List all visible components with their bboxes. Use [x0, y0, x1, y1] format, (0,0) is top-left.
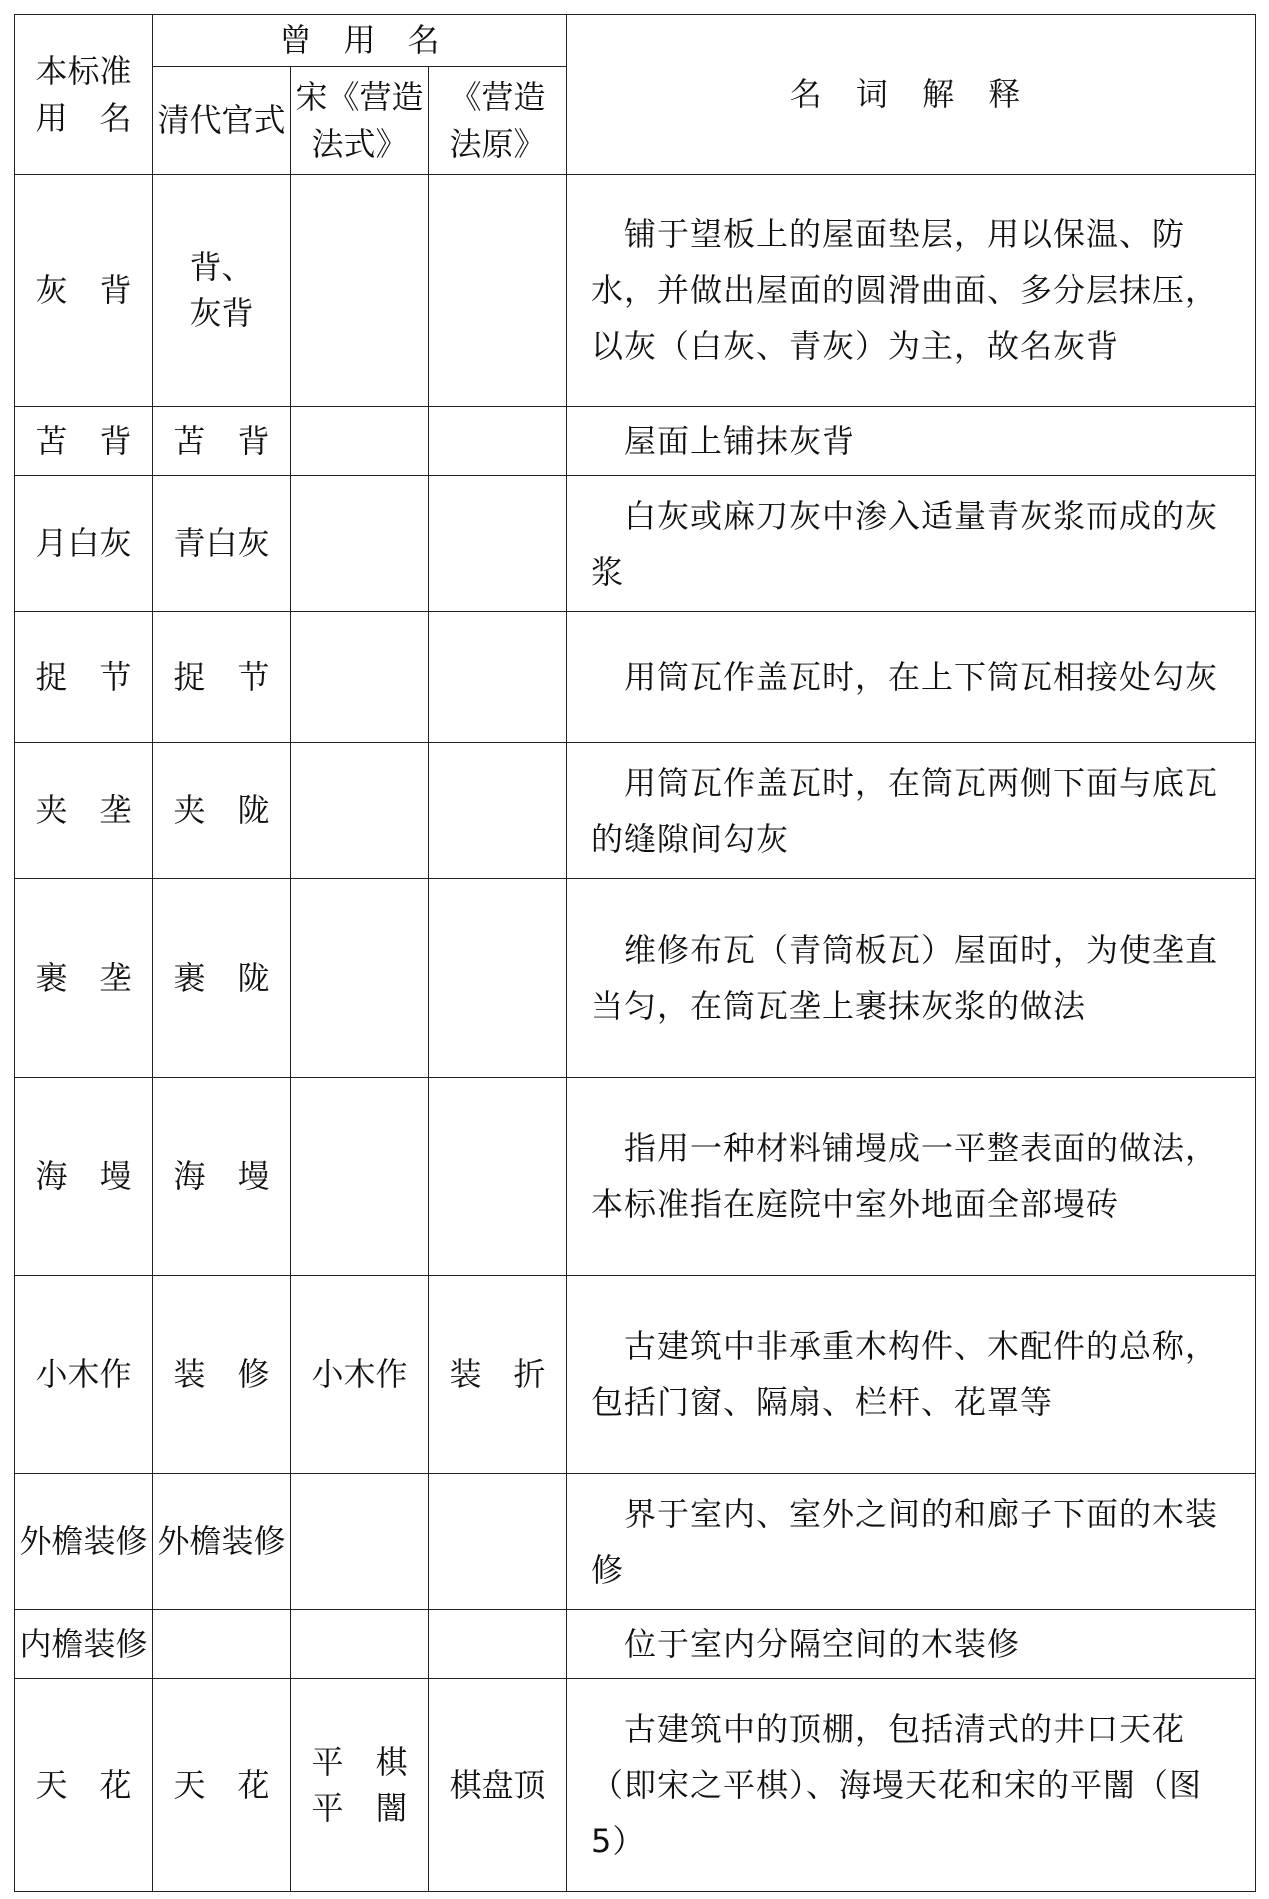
cell-qing: 装 修: [153, 1275, 291, 1473]
cell-song: [291, 879, 429, 1077]
cell-standard-name: 小木作: [15, 1275, 153, 1473]
cell-qing: 苫 背: [153, 406, 291, 475]
table-row: [15, 406, 1256, 475]
cell-song: 小木作: [291, 1275, 429, 1473]
cell-fayuan: [429, 879, 567, 1077]
terms-table: [14, 14, 1256, 1892]
cell-explanation: 铺于望板上的屋面垫层，用以保温、防水，并做出屋面的圆滑曲面、多分层抹压，以灰（白灰、青灰）为主，故名灰背: [567, 175, 1256, 407]
table-row: [15, 175, 1256, 407]
cell-standard-name: 裹 垄: [15, 879, 153, 1077]
cell-explanation: 屋面上铺抹灰背: [567, 406, 1256, 475]
cell-qing: 裹 陇: [153, 879, 291, 1077]
cell-song: [291, 612, 429, 742]
cell-fayuan: [429, 1473, 567, 1610]
cell-fayuan: [429, 406, 567, 475]
cell-qing: [153, 1610, 291, 1679]
cell-fayuan: 棋盘顶: [429, 1679, 567, 1892]
header-fayuan: 《营造 法原》: [429, 67, 567, 175]
cell-standard-name: 内檐装修: [15, 1610, 153, 1679]
cell-qing: 天 花: [153, 1679, 291, 1892]
cell-fayuan: [429, 612, 567, 742]
table-row: [15, 1610, 1256, 1679]
cell-explanation: 用筒瓦作盖瓦时，在筒瓦两侧下面与底瓦的缝隙间勾灰: [567, 742, 1256, 879]
cell-standard-name: 海 墁: [15, 1077, 153, 1275]
header-former-name: 曾 用 名: [153, 15, 567, 67]
header-explanation: 名 词 解 释: [567, 15, 1256, 175]
cell-qing: 外檐装修: [153, 1473, 291, 1610]
table-row: [15, 475, 1256, 612]
cell-standard-name: 灰 背: [15, 175, 153, 407]
cell-song: 平 棋 平 闇: [291, 1679, 429, 1892]
table-row: [15, 1679, 1256, 1892]
cell-standard-name: 天 花: [15, 1679, 153, 1892]
header-qing: 清代官式: [153, 67, 291, 175]
cell-fayuan: [429, 1077, 567, 1275]
cell-qing: 海 墁: [153, 1077, 291, 1275]
cell-qing: 夹 陇: [153, 742, 291, 879]
cell-song: [291, 475, 429, 612]
cell-standard-name: 月白灰: [15, 475, 153, 612]
header-song: 宋《营造 法式》: [291, 67, 429, 175]
terminology-table: [14, 14, 1255, 1892]
cell-song: [291, 406, 429, 475]
table-row: [15, 742, 1256, 879]
cell-fayuan: [429, 475, 567, 612]
cell-qing: 背、 灰背: [153, 175, 291, 407]
cell-explanation: 指用一种材料铺墁成一平整表面的做法，本标准指在庭院中室外地面全部墁砖: [567, 1077, 1256, 1275]
header-row-1: [15, 15, 1256, 67]
cell-song: [291, 1077, 429, 1275]
cell-explanation: 界于室内、室外之间的和廊子下面的木装修: [567, 1473, 1256, 1610]
table-row: [15, 1275, 1256, 1473]
table-row: [15, 612, 1256, 742]
cell-explanation: 古建筑中的顶棚，包括清式的井口天花（即宋之平棋）、海墁天花和宋的平闇（图 5）: [567, 1679, 1256, 1892]
cell-qing: 捉 节: [153, 612, 291, 742]
header-standard-name: 本标准 用 名: [15, 15, 153, 175]
cell-fayuan: [429, 742, 567, 879]
cell-song: [291, 1610, 429, 1679]
cell-fayuan: 装 折: [429, 1275, 567, 1473]
cell-song: [291, 1473, 429, 1610]
cell-standard-name: 夹 垄: [15, 742, 153, 879]
cell-explanation: 古建筑中非承重木构件、木配件的总称，包括门窗、隔扇、栏杆、花罩等: [567, 1275, 1256, 1473]
cell-explanation: 位于室内分隔空间的木装修: [567, 1610, 1256, 1679]
cell-explanation: 白灰或麻刀灰中渗入适量青灰浆而成的灰浆: [567, 475, 1256, 612]
cell-standard-name: 捉 节: [15, 612, 153, 742]
cell-standard-name: 外檐装修: [15, 1473, 153, 1610]
cell-fayuan: [429, 175, 567, 407]
cell-explanation: 用筒瓦作盖瓦时，在上下筒瓦相接处勾灰: [567, 612, 1256, 742]
table-row: [15, 1473, 1256, 1610]
cell-song: [291, 175, 429, 407]
cell-song: [291, 742, 429, 879]
table-row: [15, 1077, 1256, 1275]
table-row: [15, 879, 1256, 1077]
cell-explanation: 维修布瓦（青筒板瓦）屋面时，为使垄直当匀，在筒瓦垄上裹抹灰浆的做法: [567, 879, 1256, 1077]
cell-standard-name: 苫 背: [15, 406, 153, 475]
cell-fayuan: [429, 1610, 567, 1679]
cell-qing: 青白灰: [153, 475, 291, 612]
